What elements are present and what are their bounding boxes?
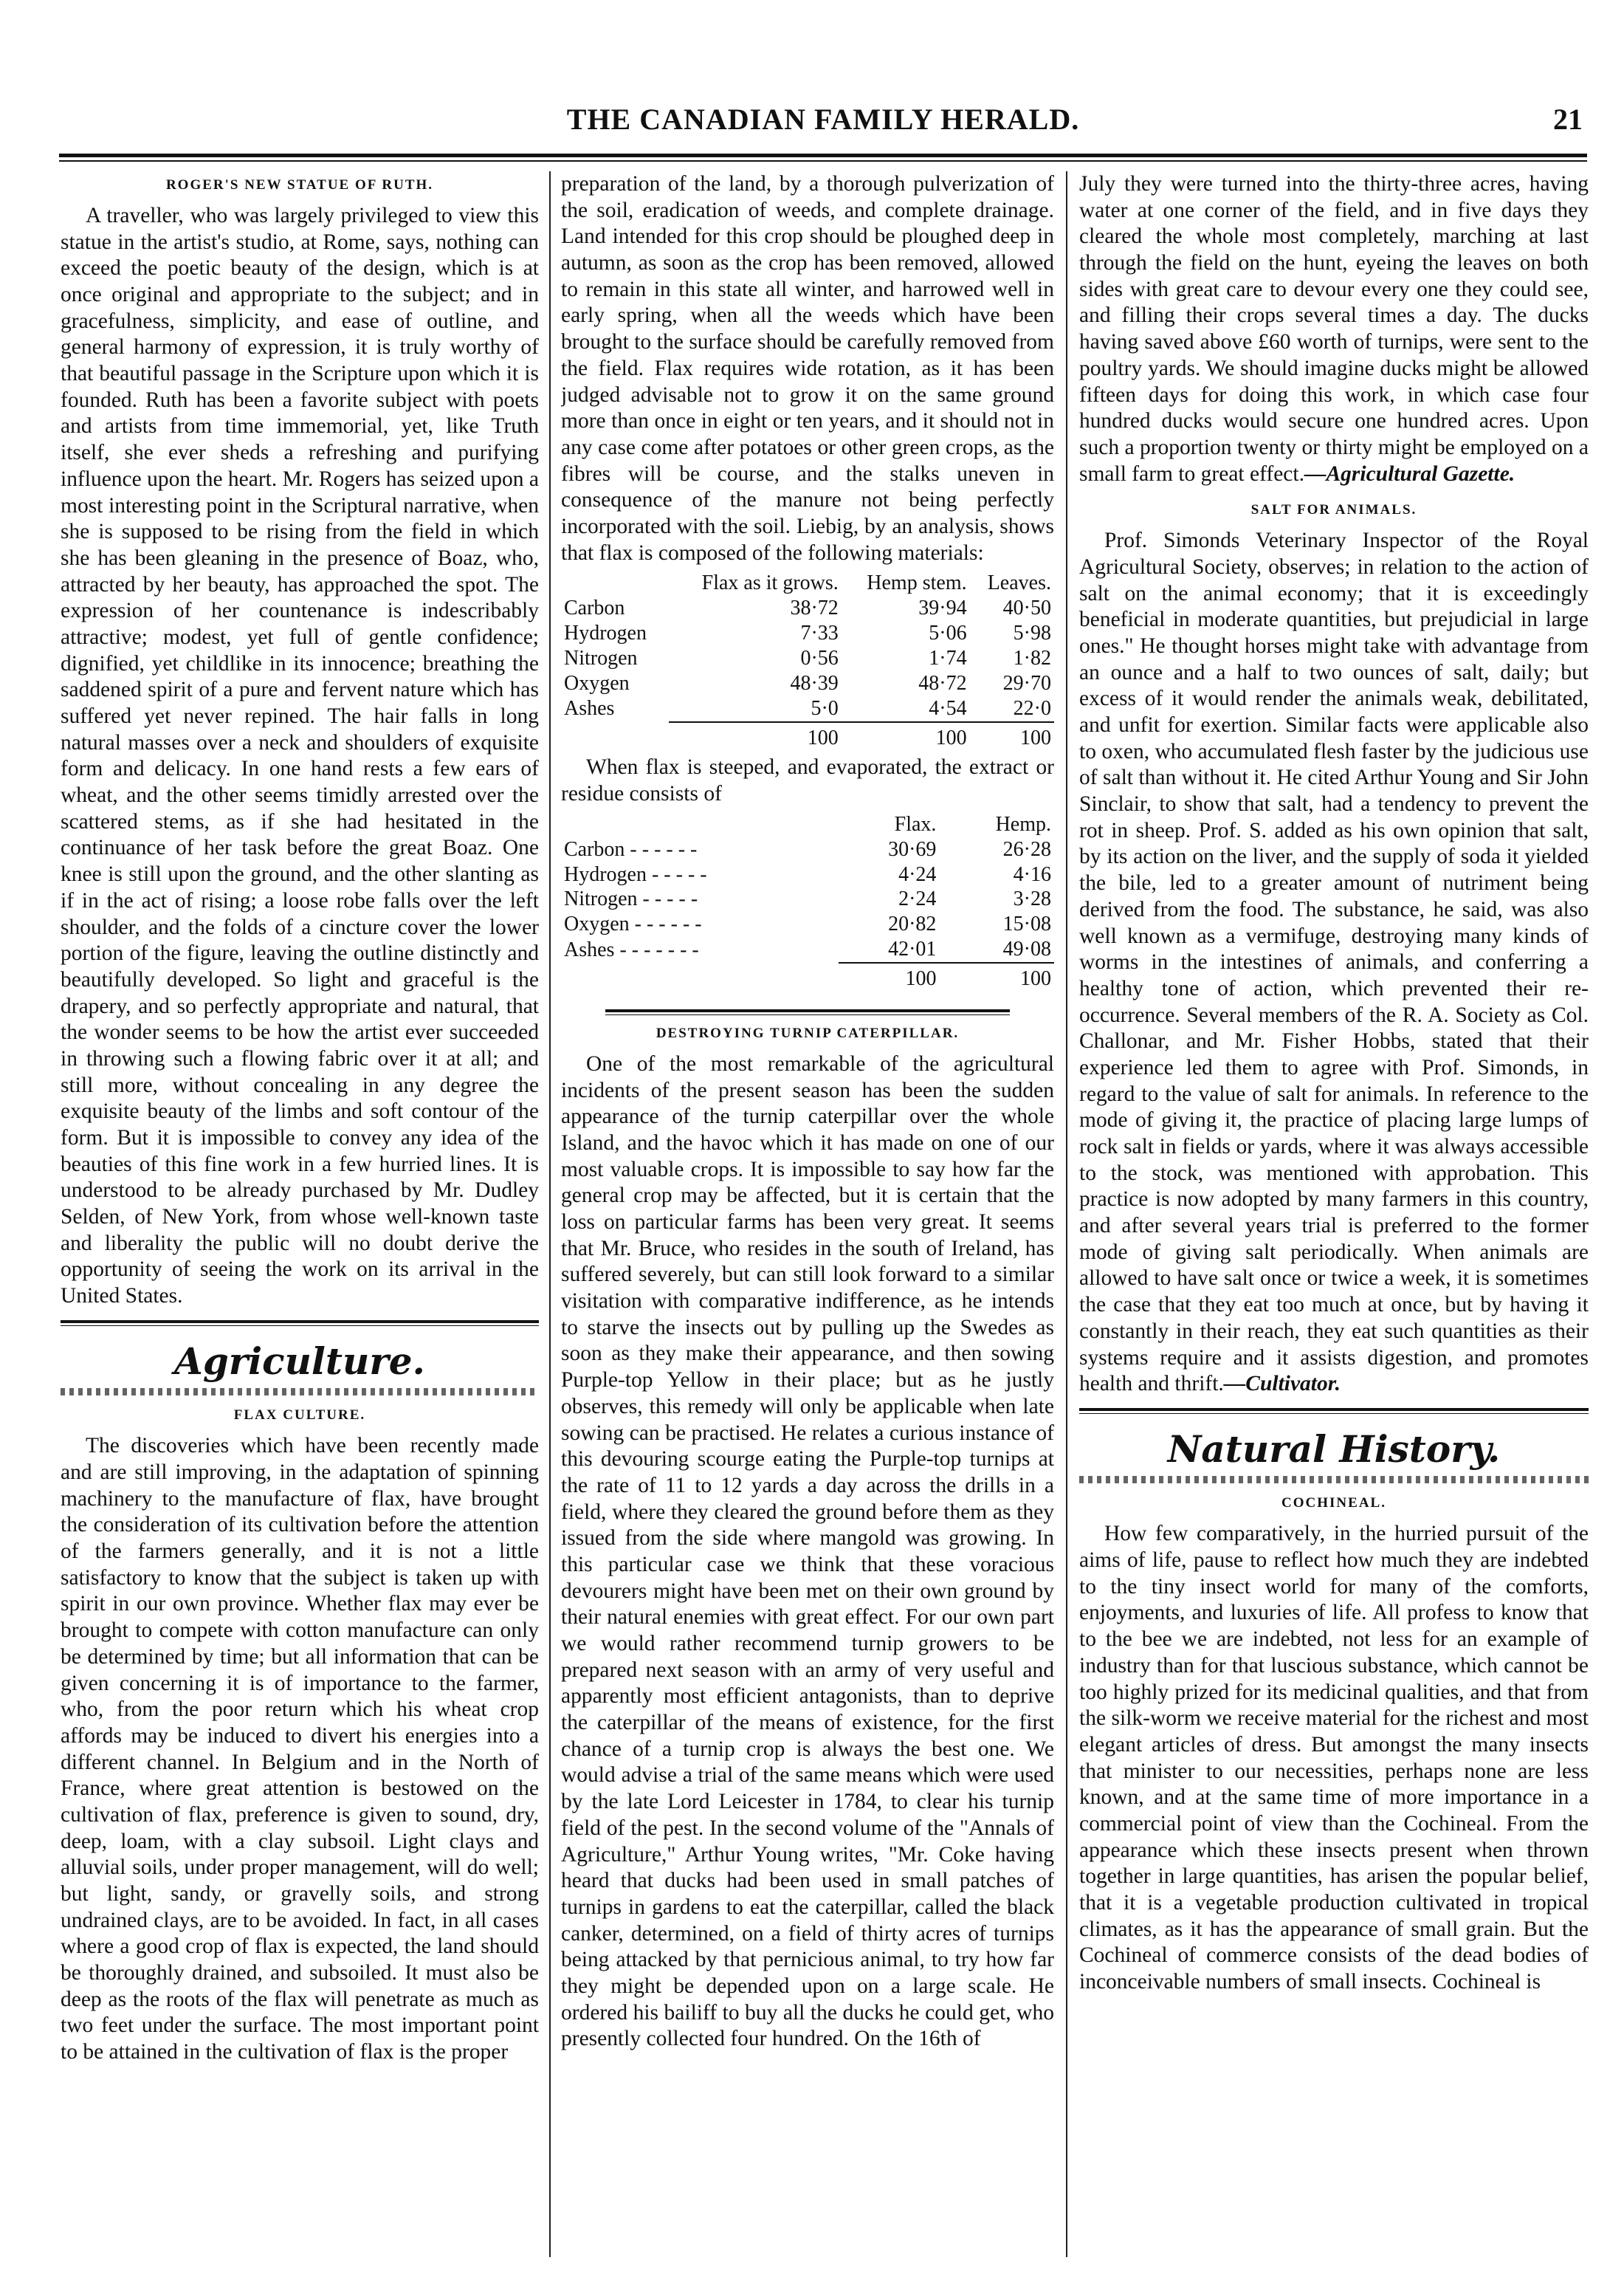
column-1 [61,171,539,2268]
column-3 [1079,171,1589,2268]
article-heading: DESTROYING TURNIP CATERPILLAR. [656,1025,960,1041]
table-cell: 100 [669,722,842,751]
article-body [1079,528,1589,1398]
table-cell: 20·82 [888,913,937,936]
table-cell: Hydrogen - - - - - [564,862,707,886]
article-credit: —Agricultural Gazette. [1304,461,1515,486]
column-2 [561,171,1054,2268]
table-header: Leaves. [987,571,1051,595]
table-cell: 22·0 [1013,696,1051,720]
table-row [561,837,1054,862]
table-cell: 39·94 [918,597,967,620]
header-rule [59,154,1587,157]
table-header: Flax as it grows. [701,571,839,595]
article-body-text: July they were turned into the thirty-three acres, having water at one corner of the field, and in five days they cleared the whole most completely, marching at last through the field on the hunt, eyeing the leaves on both sides with great care to devour every one they could see, and filling their crops several times a day. The ducks having saved above £60 worth of turnips, were sent to the poultry yards. We should imagine ducks might be allowed fifteen days for doing this work, in which case four hundred ducks would secure one hundred acres. Upon such a proportion twenty or thirty might be employed on a small farm to great effect. [1079,172,1589,486]
flax-composition-table [561,571,1054,750]
table-cell: Carbon - - - - - - [564,837,698,861]
table-cell: 49·08 [1002,938,1051,961]
table-cell: 100 [842,722,970,751]
table-cell: 100 [939,963,1054,992]
page-header [59,102,1587,146]
column-divider [1066,171,1067,2257]
table-header: Flax. [894,812,937,836]
table-header [561,812,839,837]
article-heading: COCHINEAL. [1281,1495,1386,1511]
table-cell: 40·50 [1002,597,1051,620]
masthead-title: THE CANADIAN FAMILY HERALD. [566,103,1080,136]
article-credit: —Cultivator. [1223,1372,1341,1396]
article-body: One of the most remarkable of the agricultural incidents of the present season has been the sudden appearance of the turnip caterpillar over the whole Island, and the havoc which it has made on one of our most valuable crops. It is impossible to say how far the general crop may be affected, but it is certain that the loss on particular farms has been very great. It seems that Mr. Bruce, who resides in the south of Ireland, has suffered severely, but can still look forward to a similar visitation with comparative indifference, as he intends to starve the insects out by pulling up the Swedes as soon as they make their appearance, and then sowing Purple-top Yellow in their place; but as he justly observes, this remedy will only be applicable when late sowing can be practised. He relates a curious instance of this devouring scourge eating the Purple-top turnips at the rate of 11 to 12 yards a day across the drills in a field, where they cleared the ground before them as they issued from the side where mangold was growing. In this particular case we think that these voracious devourers might have been met on their own ground by their natural enemies with great effect. For our own part we would rather recommend turnip growers to be prepared next season with an army of very useful and apparently most efficient antagonists, than to deprive the caterpillar of the means of existence, for the first chance of a turnip crop is always the best one. We would advise a trial of the same means which were used by the late Lord Leicester in 1784, to clear his turnip field of the pest. In the second volume of the "Annals of Agriculture," Arthur Young writes, "Mr. Coke having heard that ducks had been used in small patches of turnips in gardens to eat the caterpillar, called the black canker, determined, on a field of thirty acres of turnips being attacked by that pernicious animal, to try how far they might be depended upon on a large scale. He ordered his bailiff to buy all the ducks he could get, who presently collected four hundred. On the 16th of [561,1051,1054,2051]
table-row [561,937,1054,963]
table-cell [561,722,669,751]
page-number: 21 [1553,103,1583,136]
table-row [561,596,1054,621]
table-cell: Ashes - - - - - - - [564,938,699,961]
table-cell: 100 [839,963,940,992]
table-row [561,887,1054,912]
table-cell: 5·06 [929,622,967,645]
article-heading: FLAX CULTURE. [233,1407,366,1424]
header-rule-thin [59,160,1587,162]
table-row [561,671,1054,696]
table-row [561,912,1054,937]
wavy-rule [1079,1476,1589,1483]
article-body: preparation of the land, by a thorough pulverization of the soil, eradication of weeds, and complete drainage. Land intended for this crop should be ploughed deep in autumn, as soon as the crop has been removed, allowed to remain in this state all winter, and harrowed well in early spring, when all the weeds which have been brought to the surface should be carefully removed from the field. Flax requires wide rotation, as it has been judged advisable not to grow it on the same ground more than once in eight or ten years, and it should not in any case come after potatoes or other green crops, as the fibres will be course, and the stalks uneven in consequence of the manure not being perfectly incorporated with the soil. Liebig, by an analysis, shows that flax is composed of the following materials: [561,172,1054,565]
table-row [561,646,1054,671]
section-rule [605,1009,1010,1015]
table-cell: 1·74 [929,646,967,670]
article-body: How few comparatively, in the hurried pursuit of the aims of life, pause to reflect how much they are indebted to the tiny insect world for many of the comforts, enjoyments, and luxuries of life. All profess to know that to the bee we are indebted, not less for an example of industry than for that luscious substance, which cannot be too highly prized for its medicinal qualities, and that from the silk-worm we receive material for the richest and most elegant articles of dress. But amongst the many insects that minister to our necessities, perhaps none are less known, and at the same time of more importance in a commercial point of view than the Cochineal. From the appearance which these insects present when thrown together in large quantities, has arisen the popular belief, that it is a vegetable production cultivated in tropical climates, as it has the appearance of small grain. But the Cochineal of commerce consists of the dead bodies of inconceivable numbers of small insects. Cochineal is [1079,1522,1589,1994]
table-cell: 5·0 [811,696,839,720]
table-cell: Oxygen [564,671,630,695]
table-cell: Nitrogen [564,646,638,670]
table-cell: 4·16 [1013,862,1051,886]
article-body: When flax is steeped, and evaporated, the extract or residue consists of [561,755,1054,806]
table-cell: 2·24 [898,887,937,911]
article-body: A traveller, who was largely privileged to view this statue in the artist's studio, at Rome, says, nothing can exceed the poetic beauty of the design, which is at once original and appropriate to the subject; and in gracefulness, simplicity, and ease of outline, and general harmony of expression, it is truly worthy of that beautiful passage in the Scripture upon which it is founded. Ruth has been a favorite subject with poets and artists from time immemorial, yet, like Truth itself, she ever sheds a refreshing and purifying influence upon the heart. Mr. Rogers has seized upon a most interesting point in the Scriptural narrative, when she is supposed to be rising from the field in which she has been gleaning in the presence of Boaz, who, attracted by her beauty, has approached the spot. The expression of her countenance is indescribably attractive; modest, yet full of gentle confidence; dignified, yet childlike in its innocence; breathing the saddened spirit of a pure and fervent nature which has suffered yet never repined. The hair falls in long natural masses over a neck and shoulders of exquisite form and delicacy. In one hand rests a few ears of wheat, and the other seems timidly arrested over the scattered stems, as if she had hesitated in the continuance of her task before the great Boaz. One knee is still upon the ground, and the other slanting as if in the act of rising; a loose robe falls over the left shoulder, and the folds of a cincture cover the lower portion of the figure, leaving the outline distinctly and beautifully developed. So light and graceful is the drapery, and so perfectly appropriate and natural, that the wonder seems to be how the artist ever succeeded in throwing such a flowing fabric over it at all; and still more, without concealing in any degree the exquisite beauty of the limbs and soft contour of the form. But it is impossible to convey any idea of the beauties of this fine work in a few hurried lines. It is understood to be already purchased by Mr. Dudley Selden, of New York, from whose well-known taste and liberality the public will no doubt derive the opportunity of seeing the work on its arrival in the United States. [61,203,539,1308]
article-body-text: Prof. Simonds Veterinary Inspector of the Royal Agricultural Society, observes; in relation to the action of salt on the animal economy; that it is exceedingly beneficial in moderate quantities, but prejudicial in large ones." He thought horses might take with advantage from an ounce and a half to two ounces of salt, daily; but excess of it would render the animals weak, debilitated, and unfit for exertion. Similar facts were applicable also to oxen, who accumulated flesh faster by the judicious use of salt than without it. He cited Arthur Young and Sir John Sinclair, to show that salt, had a tendency to prevent the rot in sheep. Prof. S. added as his own opinion that salt, by its action on the liver, and the supply of soda it yielded the bile, led to a greater amount of nutriment being derived from the food. The substance, he said, was also well known as a vermifuge, destroying many kinds of worms in the intestines of animals, and conferring a healthy tone of action, which prevented their re-occurrence. Several members of the R. A. Society as Col. Challonar, and Mr. Fisher Hobbs, stated that their experience led them to agree with Prof. Simonds, in regard to the value of salt for animals. In reference to the mode of giving it, the practice of placing large lumps of rock salt in fields or yards, where it was always accessible to the stock, was mentioned with approbation. This practice is now adopted by many farmers in this country, and after several years trial is preferred to the former mode of giving salt periodically. When animals are allowed to have salt once or twice a week, it is sometimes the case that they eat too much at once, but by having it constantly in their reach, they eat such quantities as their systems require and it assists digestion, and promotes health and thrift. [1079,529,1589,1396]
table-cell: 48·39 [790,671,839,695]
table-header-row [561,812,1054,837]
table-cell: 30·69 [888,837,937,861]
table-total-row [561,722,1054,751]
table-cell: 15·08 [1002,913,1051,936]
column-divider [549,171,551,2257]
table-cell: Nitrogen - - - - - [564,887,698,911]
table-header-row [561,571,1054,596]
wavy-rule [61,1388,539,1395]
table-total-row [561,963,1054,992]
table-cell: 5·98 [1013,622,1051,645]
table-row [561,696,1054,722]
section-heading-agriculture: Agriculture. [174,1339,425,1383]
table-cell: 4·54 [929,696,967,720]
table-cell: 38·72 [790,597,839,620]
table-cell: 42·01 [888,938,937,961]
extract-composition-table [561,812,1054,992]
table-header: Hemp stem. [867,571,967,595]
table-cell: Oxygen - - - - - - [564,913,702,936]
section-rule [61,1320,539,1326]
table-cell [561,963,839,992]
table-cell: Hydrogen [564,622,647,645]
table-header: Hemp. [995,812,1051,836]
table-cell: 4·24 [898,862,937,886]
section-rule [1079,1408,1589,1414]
table-cell: 29·70 [1002,671,1051,695]
table-header [561,571,669,596]
table-cell: 26·28 [1002,837,1051,861]
section-heading-natural-history: Natural History. [1167,1426,1501,1471]
table-cell: 0·56 [800,646,839,670]
article-body [1079,171,1589,487]
table-row [561,862,1054,887]
article-heading: ROGER'S NEW STATUE OF RUTH. [165,177,434,193]
article-body: The discoveries which have been recently made and are still improving, in the adaptation of spinning machinery to the manufacture of flax, have brought the consideration of its cultivation before the attention of the farmers generally, and it is not a little satisfactory to know that the subject is taken up with spirit in our own province. Whether flax may ever be brought to compete with cotton manufacture can only be determined by time; but all information that can be given concerning it is of importance to the farmer, who, from the poor return which his wheat crop affords may be induced to divert his energies into a different channel. In Belgium and in the North of France, where great attention is bestowed on the cultivation of flax, preference is given to sound, dry, deep, loam, with a clay subsoil. Light clays and alluvial soils, under proper management, will do well; but light, sandy, or gravelly soils, and strong undrained clays, are to be avoided. In fact, in all cases where a good crop of flax is expected, the land should be thoroughly drained, and subsoiled. It must also be deep as the roots of the flax will penetrate as much as two feet under the surface. The most important point to be attained in the cultivation of flax is the proper [61,1434,539,2064]
table-cell: 1·82 [1013,646,1051,670]
table-cell: 48·72 [918,671,967,695]
article-heading: SALT FOR ANIMALS. [1250,502,1417,518]
table-cell: 3·28 [1013,887,1051,911]
table-cell: 100 [970,722,1054,751]
table-cell: 7·33 [800,622,839,645]
table-cell: Carbon [564,597,625,620]
table-cell: Ashes [564,697,615,721]
table-row [561,621,1054,646]
